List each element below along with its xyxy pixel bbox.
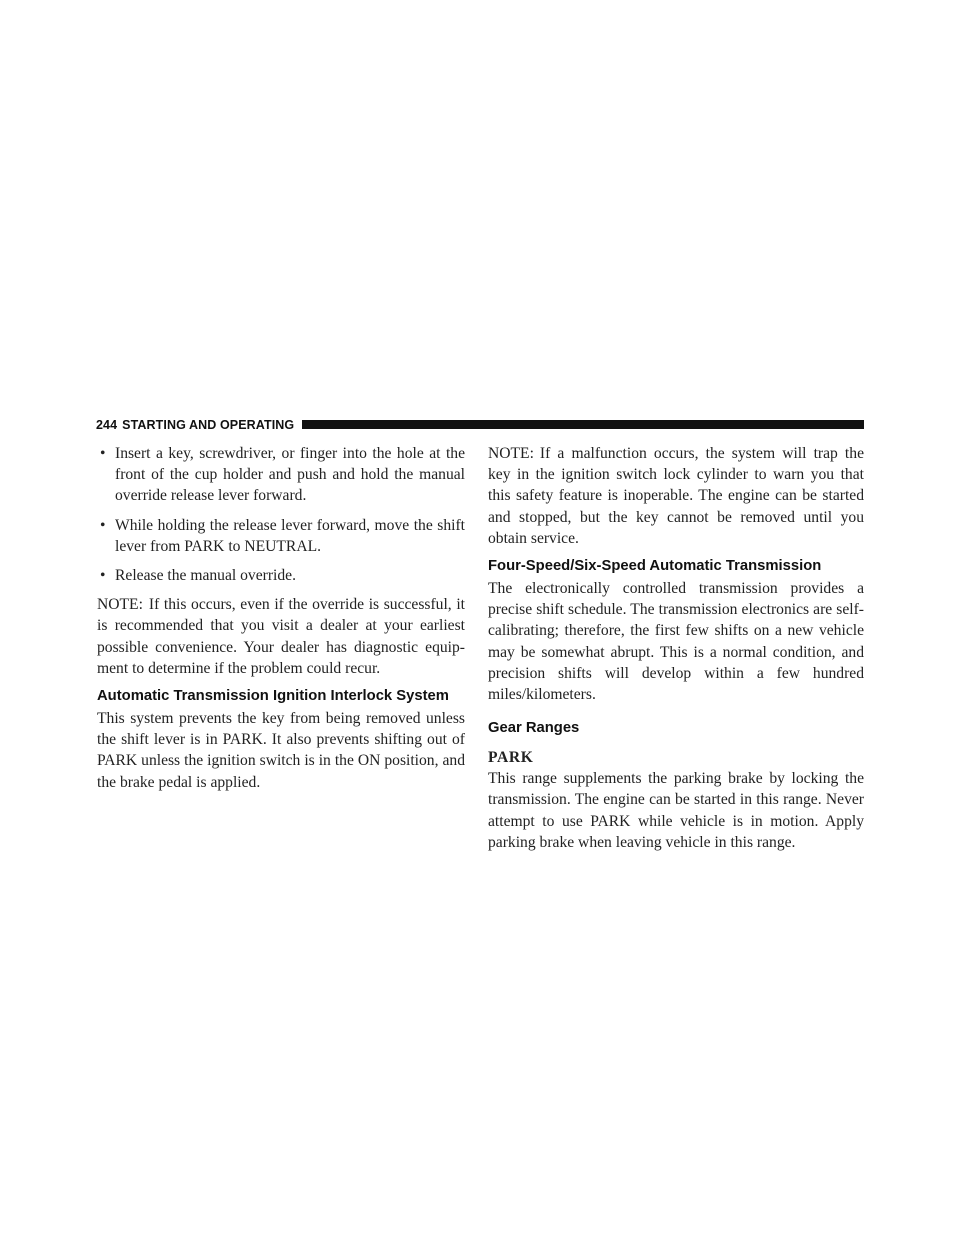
note-label: NOTE: bbox=[97, 596, 143, 614]
malfunction-note bbox=[488, 443, 864, 549]
list-item-text: Insert a key, screwdriver, or finger into the hole at the front of the cup holder and push and hold the manual override release lever forward. bbox=[115, 445, 465, 505]
bullet-icon: • bbox=[100, 516, 106, 534]
interlock-text: This system prevents the key from being removed unless the shift lever is in PARK. It also prevents shifting out of PARK unless the ignition switch is in the ON position, and the brake pedal is applied. bbox=[97, 710, 465, 791]
interlock-heading: Automatic Transmission Ignition Interlock System bbox=[97, 688, 449, 705]
park-heading: PARK bbox=[488, 749, 534, 767]
header-rule bbox=[302, 420, 864, 429]
list-item bbox=[97, 515, 465, 557]
override-note bbox=[97, 594, 465, 679]
note-text: If this occurs, even if the override is successful, it is recommended that you visit a dealer at your earliest possible convenience. Your dealer has diagnostic equip-ment to determine if the problem could recur. bbox=[97, 596, 465, 677]
page-number: 244 bbox=[96, 417, 118, 432]
note-text: If a malfunction occurs, the system will trap the key in the ignition switch lock cylinder to warn you that this safety feature is inoperable. The engine can be started and stopped, but the key cannot be removed until you obtain service. bbox=[488, 445, 864, 547]
list-item-text: Release the manual override. bbox=[115, 567, 296, 585]
park-text: This range supplements the parking brake by locking the transmission. The engine can be started in this range. Never attempt to use PARK while vehicle is in motion. Apply parking brake when leaving vehicle in this range. bbox=[488, 770, 864, 851]
left-column bbox=[97, 443, 465, 801]
list-item bbox=[97, 565, 465, 586]
list-item-text: While holding the release lever forward, move the shift lever from PARK to NEUTRAL. bbox=[115, 516, 465, 555]
list-item bbox=[97, 443, 465, 507]
section-title: STARTING AND OPERATING bbox=[122, 417, 295, 432]
transmission-text: The electronically controlled transmission provides a precise shift schedule. The transmission electronics are self-calibrating; therefore, the first few shifts on a new vehicle may be somewhat abrupt. This is a normal condition, and precision shifts will develop within a few hundred miles/kilometers. bbox=[488, 580, 864, 704]
bullet-icon: • bbox=[100, 445, 106, 462]
transmission-heading: Four-Speed/Six-Speed Automatic Transmission bbox=[488, 558, 822, 575]
note-label: NOTE: bbox=[488, 445, 534, 462]
right-column bbox=[488, 443, 864, 861]
bullet-icon: • bbox=[100, 567, 106, 585]
gear-ranges-heading: Gear Ranges bbox=[488, 720, 580, 737]
page-header bbox=[96, 419, 864, 430]
